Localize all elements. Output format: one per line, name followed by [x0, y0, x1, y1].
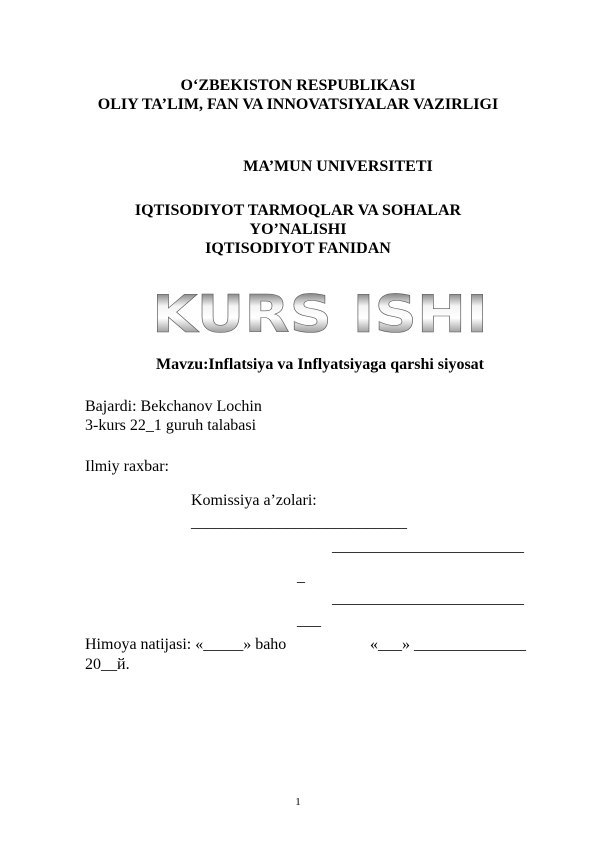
commission-label: Komissiya a’zolari: [191, 492, 317, 509]
subject-heading: IQTISODIYOT FANIDAN [205, 240, 391, 257]
university-heading: MA’MUN UNIVERSITETI [243, 158, 433, 175]
commission-signature-line-2: ________________________ [332, 538, 524, 555]
commission-dash-2: ___ [297, 612, 321, 629]
commission-signature-line-1: ___________________________ [191, 514, 407, 531]
page-number: 1 [295, 796, 301, 808]
topic-line: Mavzu:Inflatsiya va Inflyatsiyaga qarshi siyosat [155, 356, 485, 373]
defense-year-line: 20__й. [85, 656, 130, 673]
commission-dash-1: _ [297, 568, 305, 585]
defense-date-line: «___» ______________ [370, 636, 526, 653]
ministry-heading: OLIY TA’LIM, FAN VA INNOVATSIYALAR VAZIRLIGI [97, 96, 499, 113]
wordart-text: KURS ISHI [152, 285, 488, 341]
group-line: 3-kurs 22_1 guruh talabasi [85, 417, 257, 434]
republic-heading: O‘ZBEKISTON RESPUBLIKASI [180, 77, 416, 94]
kurs-ishi-wordart [0, 281, 596, 341]
supervisor-label: Ilmiy raxbar: [85, 458, 169, 475]
direction-heading-line2: YO’NALISHI [249, 221, 347, 238]
defense-result-line: Himoya natijasi: «_____» baho [85, 636, 287, 653]
direction-heading-line1: IQTISODIYOT TARMOQLAR VA SOHALAR [134, 202, 462, 219]
author-line: Bajardi: Bekchanov Lochin [85, 398, 262, 415]
commission-signature-line-3: ________________________ [332, 590, 524, 607]
